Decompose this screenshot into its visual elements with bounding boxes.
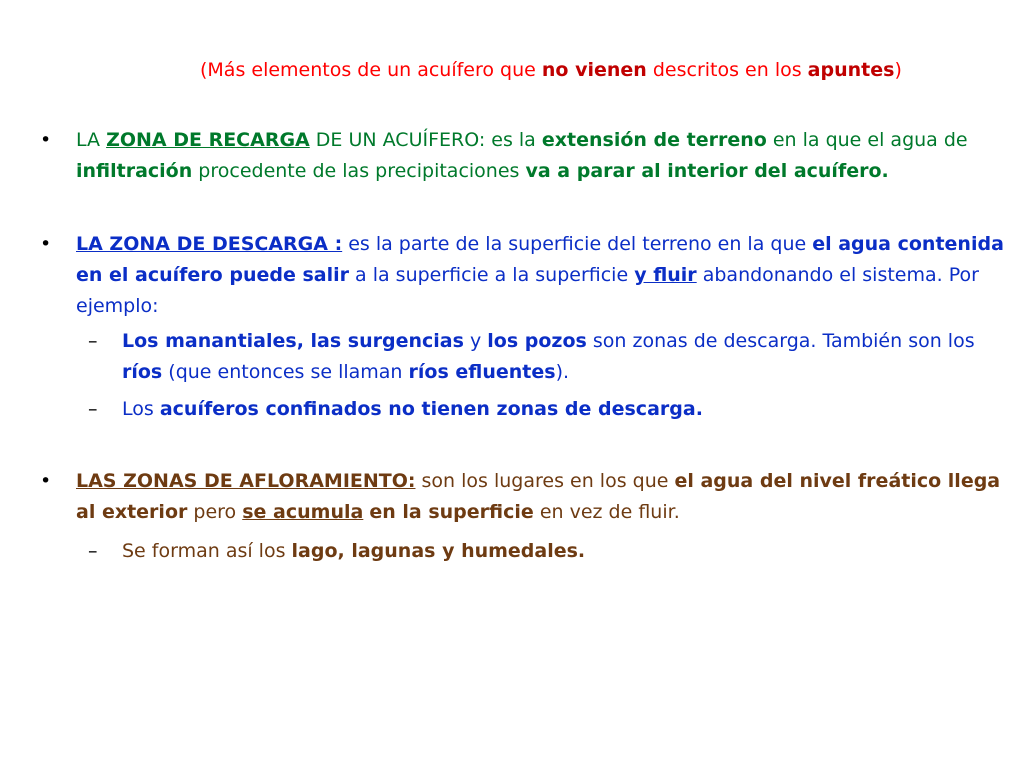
sub-bullet-manantiales [88, 326, 1012, 388]
bullet-text: en la que el agua de [766, 129, 968, 151]
sub-bullet-lagos [88, 536, 1012, 567]
bullet-marker: • [40, 470, 52, 492]
bullet-text: a la superficie a la superficie [349, 264, 635, 286]
bullet-text: Los [122, 398, 160, 420]
bullet-emphasis: el agua contenida en el acuífero puede salir [76, 233, 1004, 286]
bullet-emphasis: Los manantiales, las surgencias [122, 330, 464, 352]
bullet-emphasis: acuíferos confinados no tienen zonas de descarga. [159, 398, 703, 420]
bullet-emphasis: los pozos [487, 330, 587, 352]
bullet-emphasis: en la superficie [369, 501, 534, 523]
bullet-emphasis: se acumula [242, 501, 364, 523]
bullet-emphasis: extensión de terreno [541, 129, 767, 151]
bullet-zonas-afloramiento [40, 466, 1008, 528]
note-text: descritos en los [646, 59, 808, 81]
note-text: ) [894, 59, 902, 81]
bullet-text: ). [555, 361, 570, 383]
sub-bullet-marker: – [88, 540, 98, 562]
bullet-text: Se forman así los [122, 540, 292, 562]
bullet-text: y [463, 330, 488, 352]
bullet-emphasis: el agua del nivel freático llega al exterior [76, 470, 1001, 523]
note-line [200, 55, 1000, 86]
sub-bullet-confinados [88, 394, 1012, 425]
term-zonas-afloramiento: LAS ZONAS DE AFLORAMIENTO: [76, 470, 416, 492]
sub-bullet-marker: – [88, 330, 98, 352]
note-highlight: no vienen [541, 59, 647, 81]
term-zona-recarga: ZONA DE RECARGA [106, 129, 310, 151]
note-highlight: apuntes [807, 59, 895, 81]
note-text: (Más elementos de un acuífero que [200, 59, 542, 81]
bullet-text: pero [187, 501, 243, 523]
bullet-emphasis: y fluir [634, 264, 697, 286]
bullet-text: abandonando el sistema. Por ejemplo: [76, 264, 979, 317]
bullet-text: es la parte de la superficie del terreno en la que [342, 233, 813, 255]
bullet-text: son los lugares en los que [415, 470, 675, 492]
bullet-emphasis: ríos efluentes [408, 361, 556, 383]
bullet-text: LA [76, 129, 107, 151]
bullet-text: procedente de las precipitaciones [192, 160, 526, 182]
bullet-marker: • [40, 233, 52, 255]
bullet-text: DE UN ACUÍFERO: es la [309, 129, 542, 151]
term-zona-descarga: LA ZONA DE DESCARGA : [76, 233, 343, 255]
bullet-marker: • [40, 129, 52, 151]
bullet-emphasis: va a parar al interior del acuífero. [525, 160, 889, 182]
bullet-zona-descarga [40, 229, 1008, 322]
bullet-text: en vez de fluir. [533, 501, 680, 523]
bullet-emphasis: ríos [122, 361, 163, 383]
bullet-text: (que entonces se llaman [162, 361, 409, 383]
bullet-text: son zonas de descarga. También son los [586, 330, 975, 352]
bullet-emphasis: infiltración [76, 160, 193, 182]
bullet-zona-recarga [40, 125, 1008, 187]
sub-bullet-marker: – [88, 398, 98, 420]
bullet-emphasis: lago, lagunas y humedales. [291, 540, 586, 562]
